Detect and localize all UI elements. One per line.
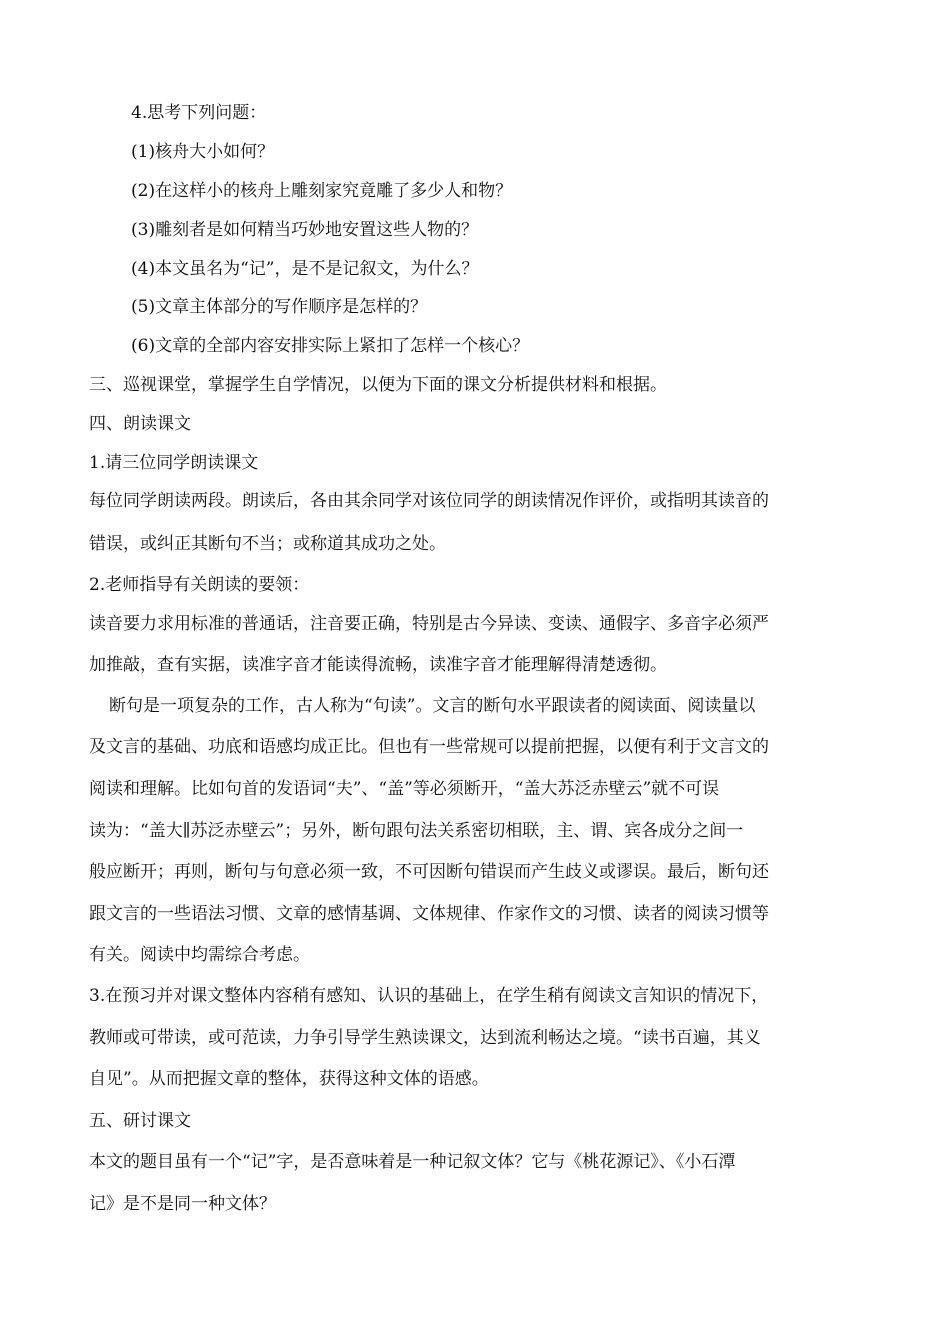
paragraph-line: 及文言的基础、功底和语感均成正比。但也有一些常规可以提前把握，以便有利于文言文的 — [89, 737, 769, 757]
paragraph-line: 错误，或纠正其断句不当；或称道其成功之处。 — [89, 534, 446, 554]
question-item: (3)雕刻者是如何精当巧妙地安置这些人物的？ — [131, 220, 479, 240]
question-heading: 4.思考下列问题： — [131, 103, 267, 123]
paragraph-line: 跟文言的一些语法习惯、文章的感情基调、文体规律、作家作文的习惯、读者的阅读习惯等 — [89, 904, 769, 924]
paragraph-line: 有关。阅读中均需综合考虑。 — [89, 945, 310, 965]
paragraph-line: 读为：“盖大∥苏泛赤壁云”；另外，断句跟句法关系密切相联，主、谓、宾各成分之间一 — [89, 821, 744, 841]
paragraph-line: 般应断开；再则，断句与句意必须一致，不可因断句错误而产生歧义或谬误。最后，断句还 — [89, 862, 769, 882]
paragraph-line: 本文的题目虽有一个“记”字，是否意味着是一种记叙文体？它与《桃花源记》、《小石潭 — [89, 1152, 736, 1172]
question-item: (2)在这样小的核舟上雕刻家究竟雕了多少人和物？ — [131, 181, 513, 201]
paragraph-line: 加推敲，查有实据，读准字音才能读得流畅，读准字音才能理解得清楚透彻。 — [89, 655, 667, 675]
question-item: (6)文章的全部内容安排实际上紧扣了怎样一个核心？ — [131, 336, 530, 356]
section-heading: 三、巡视课堂，掌握学生自学情况，以便为下面的课文分析提供材料和根据。 — [89, 375, 667, 395]
subsection-heading: 1.请三位同学朗读课文 — [89, 453, 259, 473]
paragraph-line: 阅读和理解。比如句首的发语词“夫”、“盖”等必须断开，“盖大苏泛赤壁云”就不可误 — [89, 779, 720, 799]
paragraph-line: 记》是不是同一种文体？ — [89, 1194, 276, 1214]
paragraph-line: 读音要力求用标准的普通话，注音要正确，特别是古今异读、变读、通假字、多音字必须严 — [89, 614, 769, 634]
paragraph-line: 教师或可带读，或可范读，力争引导学生熟读课文，达到流利畅达之境。“读书百遍，其义 — [89, 1028, 761, 1048]
question-item: (4)本文虽名为“记”，是不是记叙文，为什么？ — [131, 259, 479, 279]
paragraph-line: 每位同学朗读两段。朗读后，各由其余同学对该位同学的朗读情况作评价，或指明其读音的 — [89, 491, 769, 511]
question-item: (1)核舟大小如何？ — [131, 142, 275, 162]
paragraph-line: 3.在预习并对课文整体内容稍有感知、认识的基础上，在学生稍有阅读文言知识的情况下， — [89, 986, 769, 1006]
section-heading: 五、研讨课文 — [89, 1111, 191, 1131]
subsection-heading: 2.老师指导有关朗读的要领： — [89, 575, 310, 595]
question-item: (5)文章主体部分的写作顺序是怎样的？ — [131, 297, 428, 317]
paragraph-line: 自见”。从而把握文章的整体，获得这种文体的语感。 — [89, 1069, 489, 1089]
section-heading: 四、朗读课文 — [89, 414, 191, 434]
paragraph-line: 断句是一项复杂的工作，古人称为“句读”。文言的断句水平跟读者的阅读面、阅读量以 — [109, 696, 756, 716]
